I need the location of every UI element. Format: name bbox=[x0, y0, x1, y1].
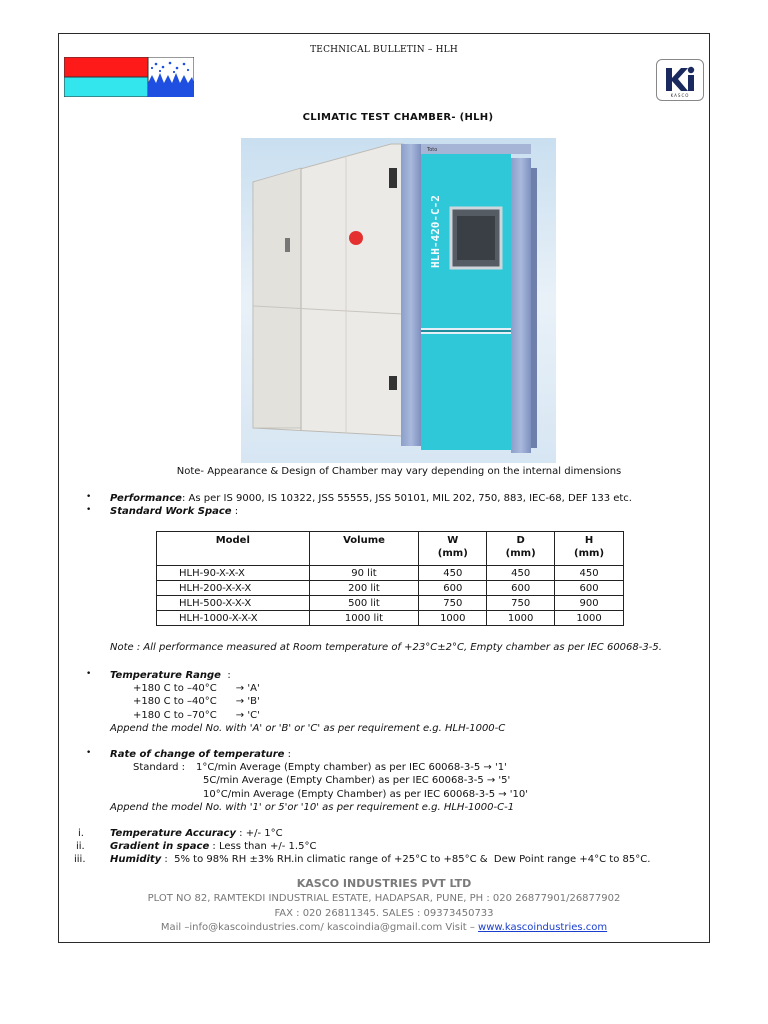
rate-append: Append the model No. with '1' or 5'or '10' as per requirement e.g. HLH-1000-C-1 bbox=[110, 802, 515, 813]
rate-of-change-suffix: : bbox=[287, 749, 292, 760]
cell-model: HLH-1000-X-X-X bbox=[157, 611, 310, 626]
table-row bbox=[157, 611, 624, 626]
rate-standard-label: Standard : bbox=[133, 762, 186, 773]
chamber-model-badge: HLH-420-C-2 bbox=[429, 195, 442, 268]
header-d-unit: (mm) bbox=[505, 548, 536, 559]
spec-number: i. bbox=[78, 828, 84, 839]
cell-w: 1000 bbox=[419, 611, 487, 626]
header-h-unit: (mm) bbox=[574, 548, 605, 559]
page-title: CLIMATIC TEST CHAMBER- (HLH) bbox=[302, 112, 494, 123]
footer-mail: Mail –info@kascoindustries.com/ kascoindia@gmail.com Visit – bbox=[160, 922, 475, 933]
cell-w: 600 bbox=[419, 581, 487, 596]
cell-h: 900 bbox=[555, 596, 624, 611]
rate-option: 10°C/min Average (Empty Chamber) as per IEC 60068-3-5 → '10' bbox=[203, 789, 529, 800]
header-h bbox=[555, 532, 624, 566]
cell-volume: 1000 lit bbox=[309, 611, 419, 626]
header-d-label: D bbox=[516, 535, 525, 546]
kasco-logo bbox=[656, 59, 704, 101]
temperature-range-heading bbox=[110, 669, 231, 682]
header-h-label: H bbox=[584, 535, 594, 546]
temperature-range-suffix: : bbox=[227, 670, 231, 681]
header-model: Model bbox=[157, 532, 310, 566]
cell-model: HLH-200-X-X-X bbox=[157, 581, 310, 596]
cell-volume: 90 lit bbox=[309, 566, 419, 581]
header-w bbox=[419, 532, 487, 566]
rate-of-change-heading bbox=[110, 748, 291, 761]
rate-of-change-label: Rate of change of temperature bbox=[110, 749, 285, 760]
bullet-dot: • bbox=[86, 505, 92, 515]
spec-accuracy bbox=[110, 827, 283, 840]
spec-humidity bbox=[110, 853, 650, 866]
cell-d: 600 bbox=[487, 581, 555, 596]
rate-option: 1°C/min Average (Empty chamber) as per IEC 60068-3-5 → '1' bbox=[196, 762, 507, 773]
work-space-suffix: : bbox=[234, 506, 239, 517]
spec-humidity-text: : 5% to 98% RH ±3% RH.in climatic range of +25°C to +85°C & Dew Point range +4°C to 85°C. bbox=[161, 854, 651, 865]
bullet-dot: • bbox=[86, 748, 92, 758]
cell-d: 1000 bbox=[487, 611, 555, 626]
table-header-row bbox=[157, 532, 624, 566]
company-logo-banner bbox=[64, 57, 194, 97]
footer-address: PLOT NO 82, RAMTEKDI INDUSTRIAL ESTATE, HADAPSAR, PUNE, PH : 020 26877901/26877902 bbox=[147, 893, 621, 904]
performance-line bbox=[110, 492, 632, 505]
cell-w: 450 bbox=[419, 566, 487, 581]
performance-text: : As per IS 9000, IS 10322, JSS 55555, JSS 50101, MIL 202, 750, 883, IEC-68, DEF 133 etc. bbox=[181, 493, 632, 504]
bullet-dot: • bbox=[86, 492, 92, 502]
cell-h: 1000 bbox=[555, 611, 624, 626]
spec-number: iii. bbox=[74, 854, 86, 865]
header-volume: Volume bbox=[309, 532, 419, 566]
spec-gradient bbox=[110, 840, 316, 853]
cell-h: 450 bbox=[555, 566, 624, 581]
header-d bbox=[487, 532, 555, 566]
spec-gradient-text: : Less than +/- 1.5°C bbox=[212, 841, 317, 852]
appearance-note: Note- Appearance & Design of Chamber may vary depending on the internal dimensions bbox=[176, 466, 622, 477]
bullet-dot: • bbox=[86, 669, 92, 679]
cell-volume: 200 lit bbox=[309, 581, 419, 596]
cell-w: 750 bbox=[419, 596, 487, 611]
footer-company: KASCO INDUSTRIES PVT LTD bbox=[296, 877, 472, 890]
spec-humidity-label: Humidity bbox=[110, 854, 162, 865]
cell-model: HLH-500-X-X-X bbox=[157, 596, 310, 611]
spec-accuracy-text: : +/- 1°C bbox=[239, 828, 283, 839]
spec-accuracy-label: Temperature Accuracy bbox=[110, 828, 236, 839]
table-note: Note : All performance measured at Room temperature of +23°C±2°C, Empty chamber as per IEC 60068-3-5. bbox=[110, 642, 662, 653]
cell-d: 450 bbox=[487, 566, 555, 581]
chamber-photo bbox=[241, 138, 556, 463]
temperature-range-option: +180 C to –70°C → 'C' bbox=[133, 710, 260, 721]
work-space-line bbox=[110, 505, 238, 518]
kasco-logo-text: KASCO bbox=[670, 93, 690, 98]
footer-fax: FAX : 020 26811345. SALES : 09373450733 bbox=[274, 908, 494, 919]
header-w-unit: (mm) bbox=[437, 548, 468, 559]
website-link[interactable]: www.kascoindustries.com bbox=[478, 922, 608, 933]
temperature-range-append: Append the model No. with 'A' or 'B' or 'C' as per requirement e.g. HLH-1000-C bbox=[110, 723, 506, 734]
work-space-table bbox=[156, 531, 624, 626]
footer-contact bbox=[58, 922, 710, 933]
header-w-label: W bbox=[447, 535, 459, 546]
temperature-range-label: Temperature Range bbox=[110, 670, 221, 681]
spec-gradient-label: Gradient in space bbox=[110, 841, 210, 852]
work-space-label: Standard Work Space bbox=[110, 506, 232, 517]
bulletin-title: TECHNICAL BULLETIN – HLH bbox=[310, 45, 458, 55]
table-row bbox=[157, 596, 624, 611]
table-row bbox=[157, 581, 624, 596]
temperature-range-option: +180 C to –40°C → 'B' bbox=[133, 696, 260, 707]
cell-model: HLH-90-X-X-X bbox=[157, 566, 310, 581]
performance-label: Performance bbox=[110, 493, 182, 504]
spec-number: ii. bbox=[76, 841, 85, 852]
cell-h: 600 bbox=[555, 581, 624, 596]
temperature-range-option: +180 C to –40°C → 'A' bbox=[133, 683, 260, 694]
cell-d: 750 bbox=[487, 596, 555, 611]
table-row bbox=[157, 566, 624, 581]
cell-volume: 500 lit bbox=[309, 596, 419, 611]
svg-text:Toto: Toto bbox=[427, 147, 438, 153]
chamber-illustration bbox=[241, 138, 556, 463]
rate-option: 5C/min Average (Empty Chamber) as per IEC 60068-3-5 → '5' bbox=[203, 775, 511, 786]
